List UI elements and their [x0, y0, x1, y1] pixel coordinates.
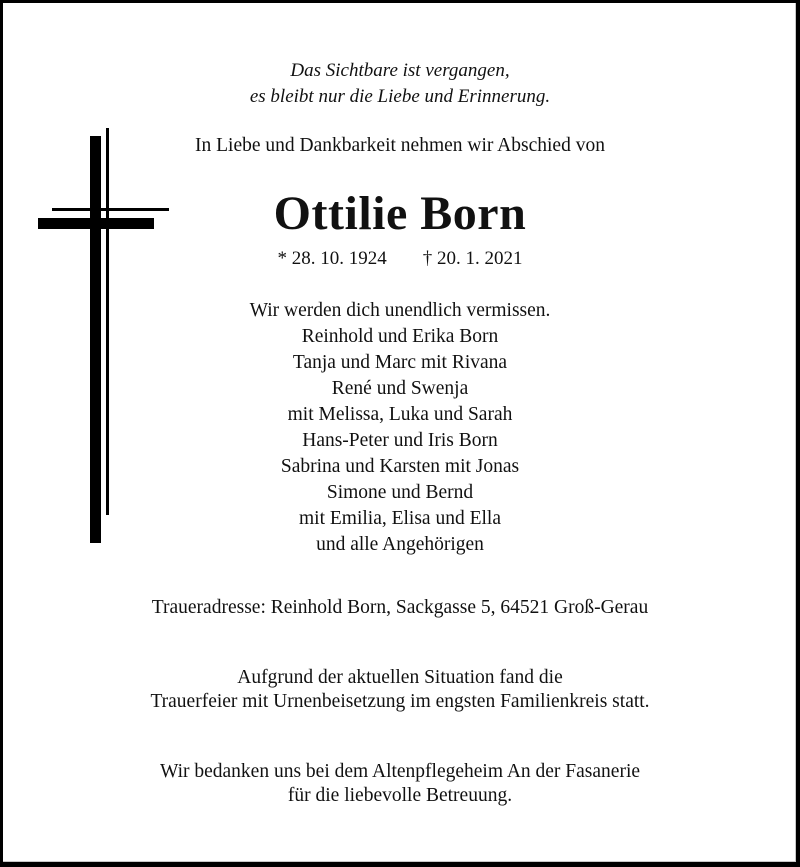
- mourners-lead: Wir werden dich unendlich vermissen.: [249, 300, 551, 321]
- life-dates: [0, 247, 800, 271]
- mourning-address: Traueradresse: Reinhold Born, Sackgasse 5, 64521 Groß-Gerau: [151, 597, 649, 618]
- deceased-name: Ottilie Born: [273, 187, 527, 240]
- mourner-line: mit Melissa, Luka und Sarah: [287, 404, 513, 425]
- mourner-line: Simone und Bernd: [326, 482, 474, 503]
- mourner-line: Tanja und Marc mit Rivana: [292, 352, 508, 373]
- motto-line-2: es bleibt nur die Liebe und Erinnerung.: [249, 86, 551, 107]
- mourner-line: Hans-Peter und Iris Born: [302, 430, 498, 451]
- mourner-line: Reinhold und Erika Born: [301, 326, 499, 347]
- mourner-line: mit Emilia, Elisa und Ella: [298, 508, 501, 529]
- thanks-line-2: für die liebevolle Betreuung.: [287, 785, 513, 806]
- death-date: † 20. 1. 2021: [422, 248, 523, 269]
- intro-text: In Liebe und Dankbarkeit nehmen wir Abschied von: [195, 135, 605, 156]
- ceremony-line-1: Aufgrund der aktuellen Situation fand die: [237, 667, 563, 688]
- mourner-line: Sabrina und Karsten mit Jonas: [280, 456, 520, 477]
- mourner-line: René und Swenja: [331, 378, 469, 399]
- thanks-line-1: Wir bedanken uns bei dem Altenpflegeheim An der Fasanerie: [159, 761, 641, 782]
- birth-date: * 28. 10. 1924: [277, 248, 387, 269]
- motto-line-1: Das Sichtbare ist vergangen,: [290, 60, 510, 81]
- ceremony-line-2: Trauerfeier mit Urnenbeisetzung im engsten Familienkreis statt.: [150, 691, 650, 712]
- mourner-line: und alle Angehörigen: [316, 534, 484, 555]
